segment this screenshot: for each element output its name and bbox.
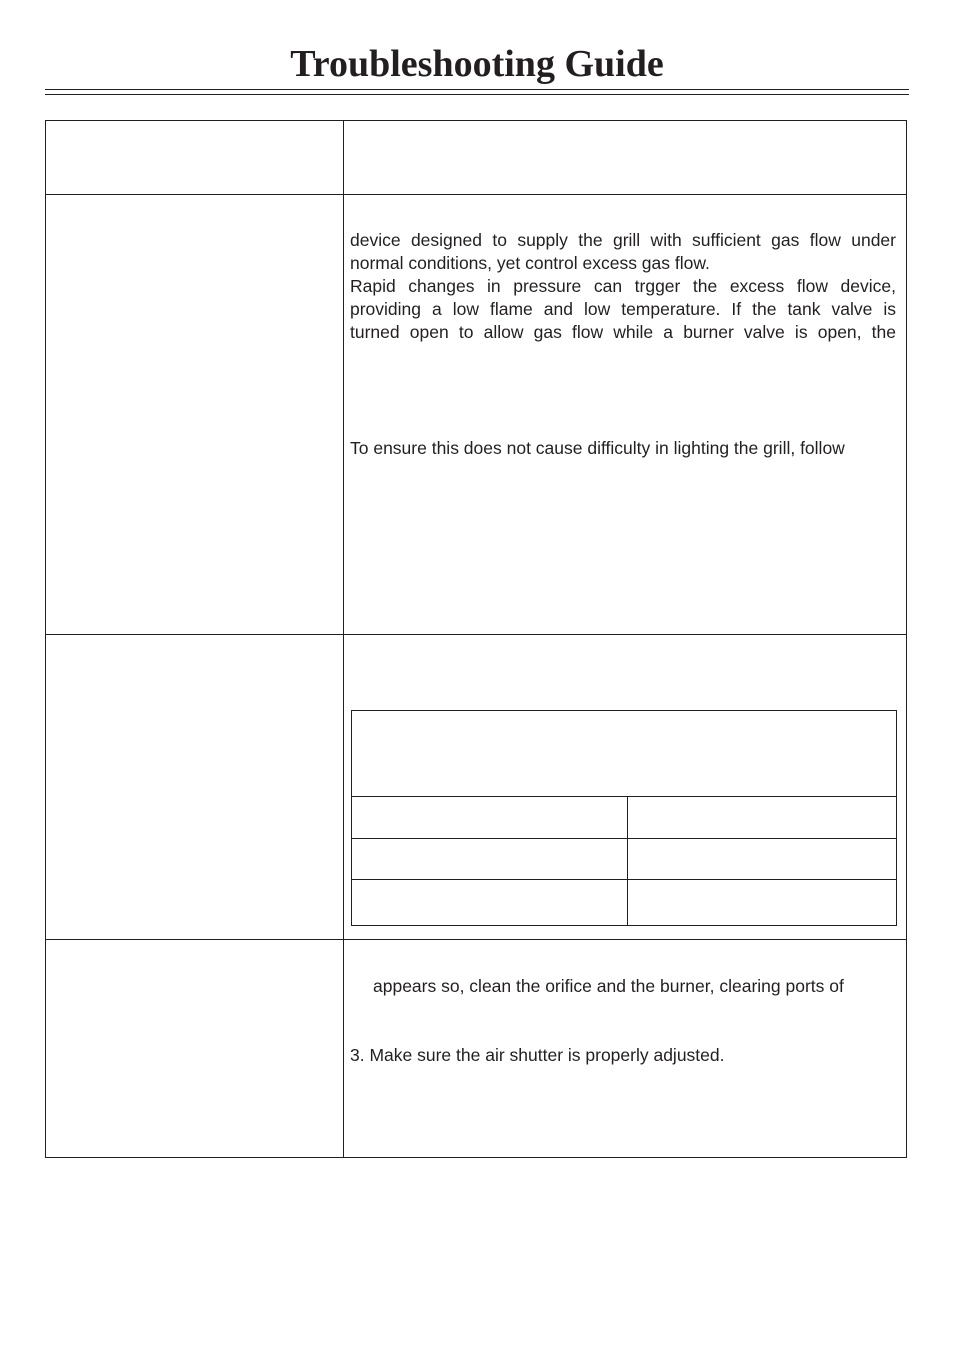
- page-title: Troubleshooting Guide: [290, 43, 664, 85]
- paragraph-line: normal conditions, yet control excess gas flow.: [350, 253, 710, 273]
- table-row-divider-2: [45, 634, 907, 635]
- paragraph-line: device designed to supply the grill with sufficient gas flow under: [350, 230, 896, 250]
- table-column-divider: [343, 120, 344, 1158]
- paragraph-line: Rapid changes in pressure can trgger the excess flow device,: [350, 276, 896, 296]
- table-row-divider-1: [45, 194, 907, 195]
- nested-table-row-divider: [351, 796, 897, 797]
- paragraph-line: providing a low flame and low temperature. If the tank valve is: [350, 299, 896, 319]
- title-rule-bottom: [45, 94, 909, 95]
- lighting-instruction-line: To ensure this does not cause difficulty in lighting the grill, follow: [350, 438, 845, 458]
- nested-table-column-divider: [627, 796, 628, 926]
- nested-table: [351, 710, 897, 926]
- paragraph-line: turned open to allow gas flow while a burner valve is open, the: [350, 322, 896, 342]
- excess-flow-paragraph: [350, 229, 896, 344]
- nested-table-row-divider: [351, 879, 897, 880]
- clean-orifice-line: appears so, clean the orifice and the burner, clearing ports of: [373, 976, 844, 996]
- title-rule-top: [45, 89, 909, 90]
- air-shutter-step: 3. Make sure the air shutter is properly adjusted.: [350, 1045, 725, 1065]
- nested-table-row-divider: [351, 838, 897, 839]
- table-row-divider-3: [45, 939, 907, 940]
